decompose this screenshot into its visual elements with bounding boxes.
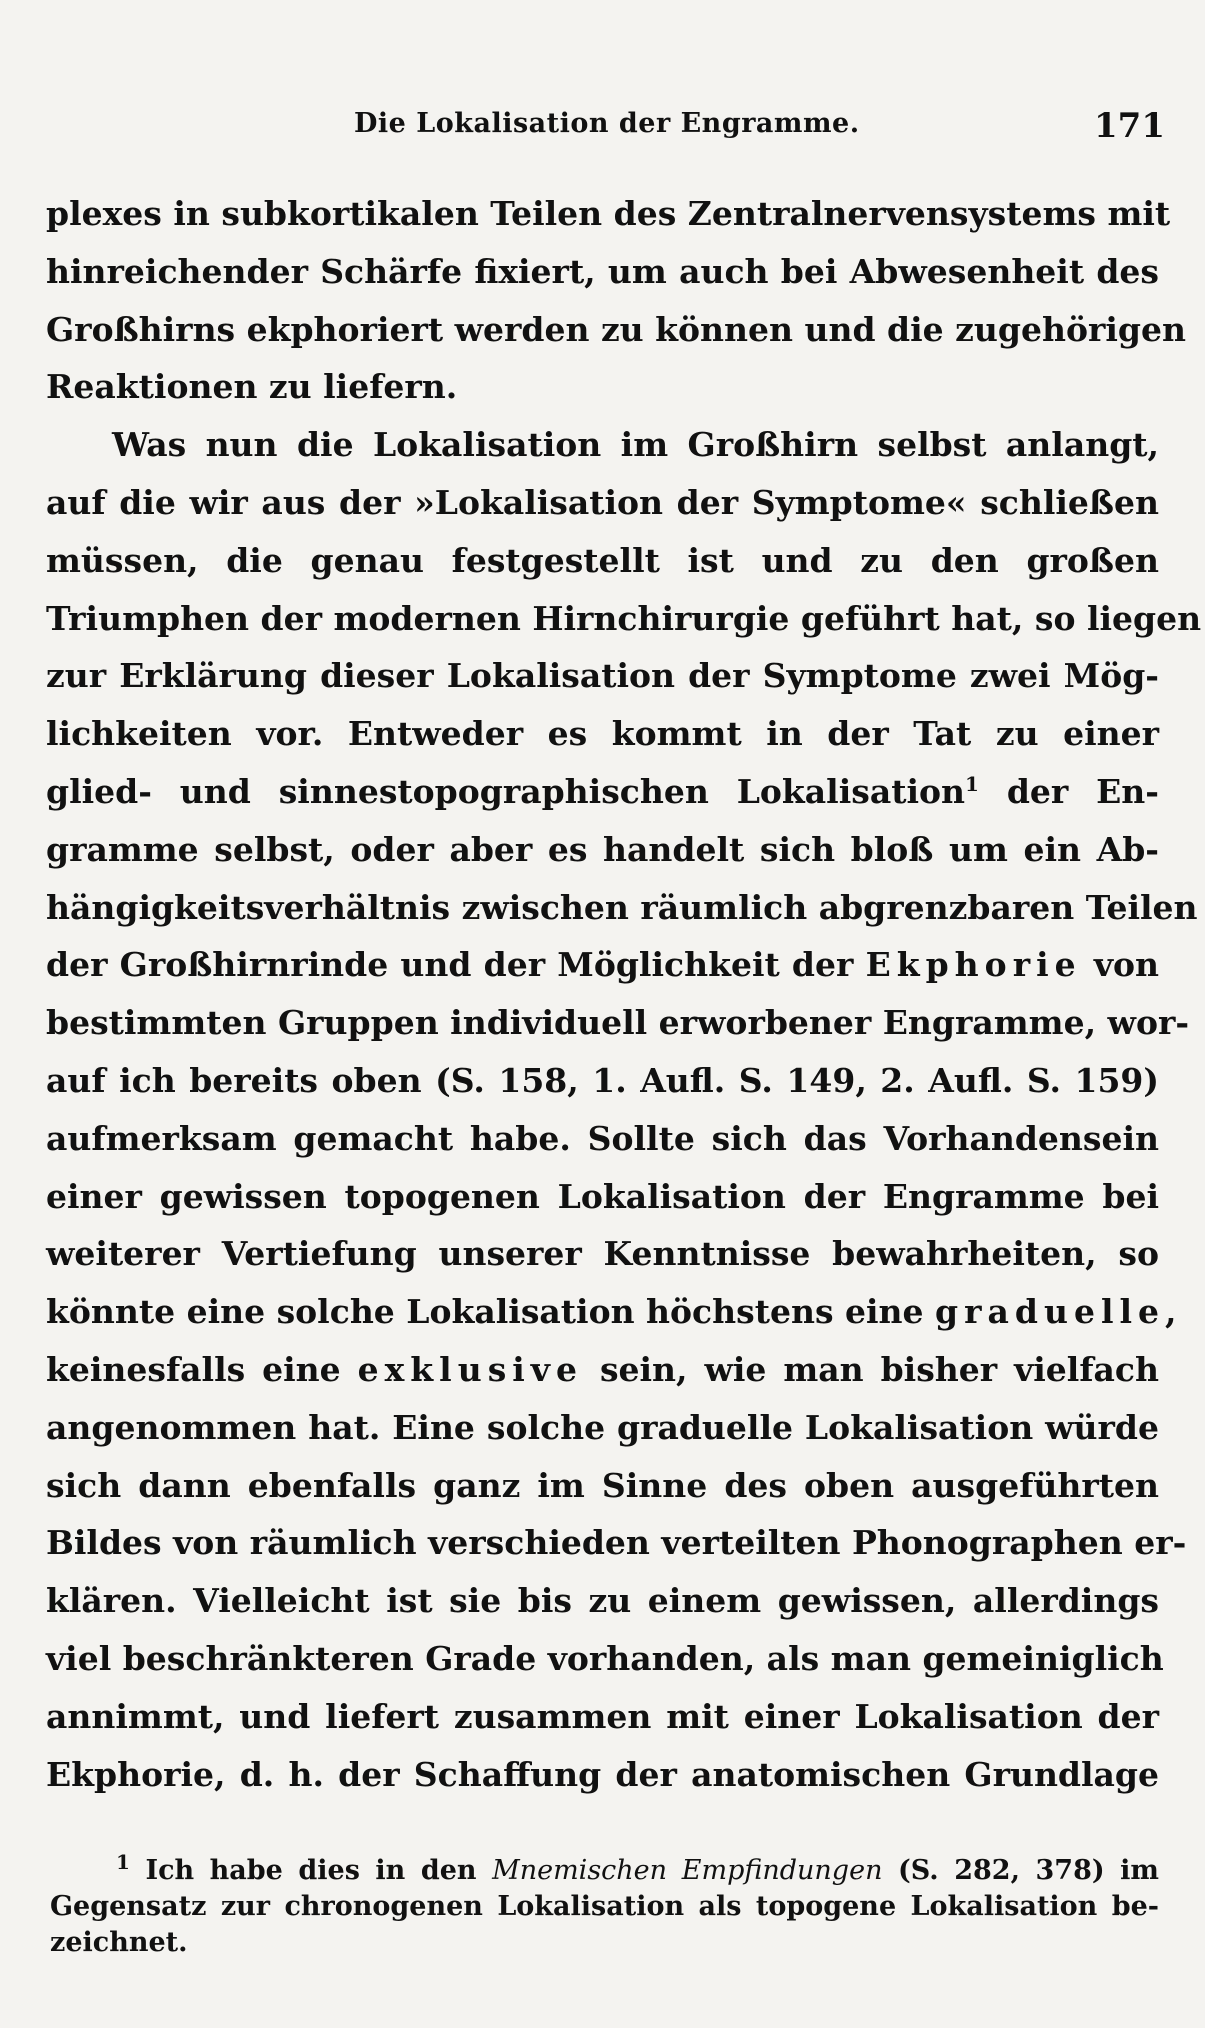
text-line: Was nun die Lokalisation im Großhirn selbst anlangt,	[112, 425, 1159, 465]
text-line: Bildes von räumlich verschieden verteilten Phonographen er-	[46, 1523, 1187, 1563]
text-line: Reaktionen zu liefern.	[46, 367, 458, 407]
book-title: Mnemischen Empfindungen	[492, 1855, 883, 1886]
emphasized-term: exklusive	[357, 1349, 583, 1389]
emphasized-term: graduelle,	[935, 1292, 1183, 1332]
text-line: aufmerksam gemacht habe. Sollte sich das Vorhandensein	[46, 1118, 1159, 1158]
emphasized-term: Ekphorie	[865, 945, 1082, 985]
running-title: Die Lokalisation der Engramme.	[354, 108, 860, 139]
text-line: angenommen hat. Eine solche graduelle Lokalisation würde	[46, 1407, 1159, 1447]
text-fragment: glied- und sinnestopographischen Lokalisation	[46, 771, 965, 811]
text-line: annimmt, und liefert zusammen mit einer Lokalisation der	[46, 1696, 1159, 1736]
text-line: viel beschränkteren Grade vorhanden, als man gemeiniglich	[46, 1638, 1164, 1678]
text-line: klären. Vielleicht ist sie bis zu einem gewissen, allerdings	[46, 1581, 1159, 1621]
footnote-line: zeichnet.	[50, 1927, 188, 1958]
text-line: gramme selbst, oder aber es handelt sich bloß um ein Ab-	[46, 829, 1159, 869]
footnote	[50, 1850, 1160, 1961]
footnote-line: Gegensatz zur chronogenen Lokalisation als topogene Lokalisation be-	[50, 1891, 1159, 1922]
text-line	[46, 936, 1159, 994]
text-line: müssen, die genau festgestellt ist und zu den großen	[46, 540, 1159, 580]
text-line: hängigkeitsverhältnis zwischen räumlich abgrenzbaren Teilen	[46, 887, 1198, 927]
text-line: auf ich bereits oben (S. 158, 1. Aufl. S. 149, 2. Aufl. S. 159)	[46, 1060, 1159, 1100]
text-fragment: könnte eine solche Lokalisation höchstens eine	[46, 1292, 924, 1332]
text-line: einer gewissen topogenen Lokalisation der Engramme bei	[46, 1176, 1159, 1216]
text-fragment: von	[1093, 945, 1159, 985]
text-line: lichkeiten vor. Entweder es kommt in der Tat zu einer	[46, 714, 1159, 754]
body-text	[46, 185, 1202, 1803]
text-line: Triumphen der modernen Hirnchirurgie geführt hat, so liegen	[46, 598, 1202, 638]
text-line	[46, 1341, 1159, 1399]
text-line: plexes in subkortikalen Teilen des Zentralnervensystems mit	[46, 194, 1171, 233]
footnote-line	[50, 1850, 1160, 1889]
text-line: sich dann ebenfalls ganz im Sinne des oben ausgeführten	[46, 1465, 1159, 1505]
text-line	[46, 1283, 1183, 1341]
text-line: hinreichender Schärfe fixiert, um auch bei Abwesenheit des	[46, 251, 1159, 291]
footnote-marker: 1	[116, 1850, 130, 1874]
page-number: 171	[1094, 106, 1165, 146]
text-line: Ekphorie, d. h. der Schaffung der anatomischen Grundlage	[46, 1754, 1159, 1794]
text-line: weiterer Vertiefung unserer Kenntnisse bewahrheiten, so	[46, 1234, 1159, 1274]
text-fragment: der Großhirnrinde und der Möglichkeit der	[46, 945, 854, 985]
text-line: auf die wir aus der »Lokalisation der Symptome« schließen	[46, 482, 1159, 522]
text-line: Großhirns ekphoriert werden zu können und die zugehörigen	[46, 309, 1186, 349]
text-fragment: sein, wie man bisher vielfach	[599, 1349, 1160, 1389]
footnote-reference: 1	[965, 771, 979, 796]
text-line: bestimmten Gruppen individuell erworbener Engramme, wor-	[46, 1003, 1190, 1043]
text-fragment: keinesfalls eine	[46, 1349, 341, 1389]
text-line	[46, 763, 1159, 821]
text-line: zur Erklärung dieser Lokalisation der Symptome zwei Mög-	[46, 656, 1159, 696]
text-fragment: der En-	[1006, 771, 1159, 811]
text-fragment: Ich habe dies in den	[145, 1855, 477, 1886]
text-fragment: (S. 282, 378) im	[898, 1855, 1160, 1886]
